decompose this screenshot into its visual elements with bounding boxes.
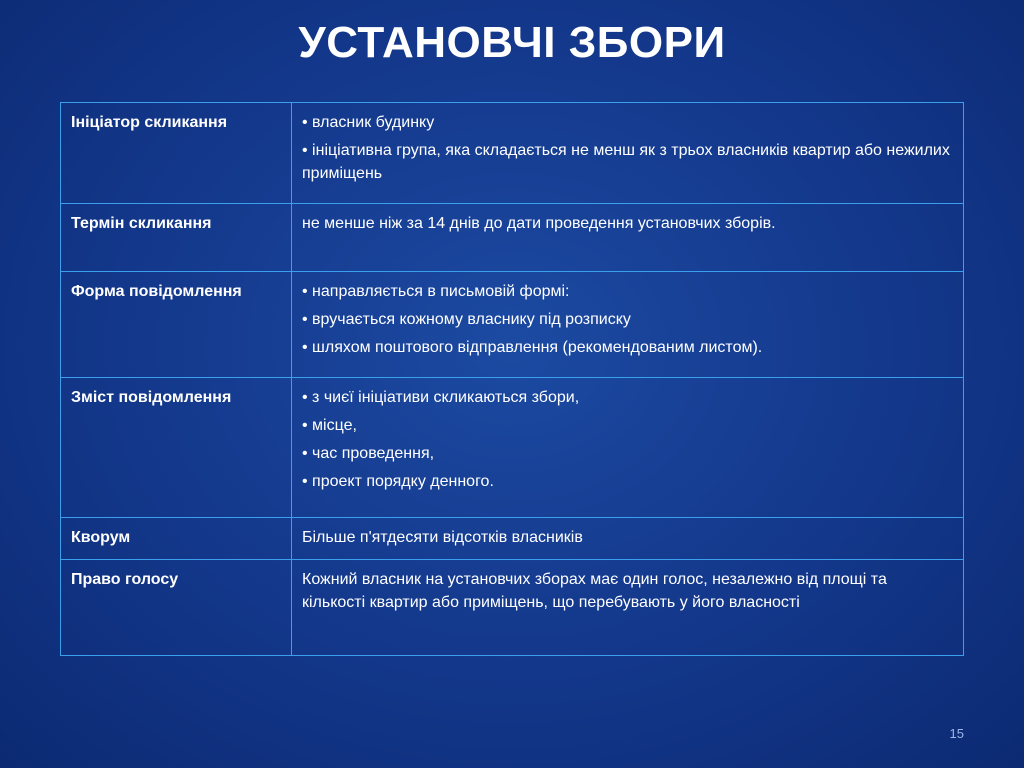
table-row (61, 378, 964, 518)
value-line: • проект порядку денного. (302, 473, 494, 490)
table-row (61, 204, 964, 272)
value-line: • направляється в письмовій формі: (302, 283, 570, 300)
row-label: Ініціатор скликання (61, 103, 292, 204)
value-line: • вручається кожному власнику під розписку (302, 311, 631, 328)
page-number: 15 (949, 726, 964, 741)
row-value (292, 103, 964, 204)
row-value (292, 560, 964, 656)
row-value (292, 518, 964, 560)
value-line: • з чиєї ініціативи скликаються збори, (302, 389, 580, 406)
row-value (292, 204, 964, 272)
value-line: Кожний власник на установчих зборах має один голос, незалежно від площі та кількості квартир або приміщень, що перебувають у його власності (302, 571, 887, 611)
value-line: не менше ніж за 14 днів до дати проведення установчих зборів. (302, 215, 776, 232)
row-label: Зміст повідомлення (61, 378, 292, 518)
table-row (61, 103, 964, 204)
table-row (61, 272, 964, 378)
table-row (61, 560, 964, 656)
row-value (292, 272, 964, 378)
row-label: Термін скликання (61, 204, 292, 272)
slide-title: УСТАНОВЧІ ЗБОРИ (298, 18, 726, 67)
value-line: • час проведення, (302, 445, 435, 462)
row-value (292, 378, 964, 518)
value-line: Більше п'ятдесяти відсотків власників (302, 529, 583, 546)
info-table (60, 102, 964, 656)
table-row (61, 518, 964, 560)
row-label: Форма повідомлення (61, 272, 292, 378)
value-line: • місце, (302, 417, 357, 434)
value-line: • власник будинку (302, 114, 435, 131)
row-label: Кворум (61, 518, 292, 560)
value-line: • шляхом поштового відправлення (рекомендованим листом). (302, 339, 763, 356)
value-line: • ініціативна група, яка складається не менш як з трьох власників квартир або нежилих приміщень (302, 142, 950, 182)
row-label: Право голосу (61, 560, 292, 656)
